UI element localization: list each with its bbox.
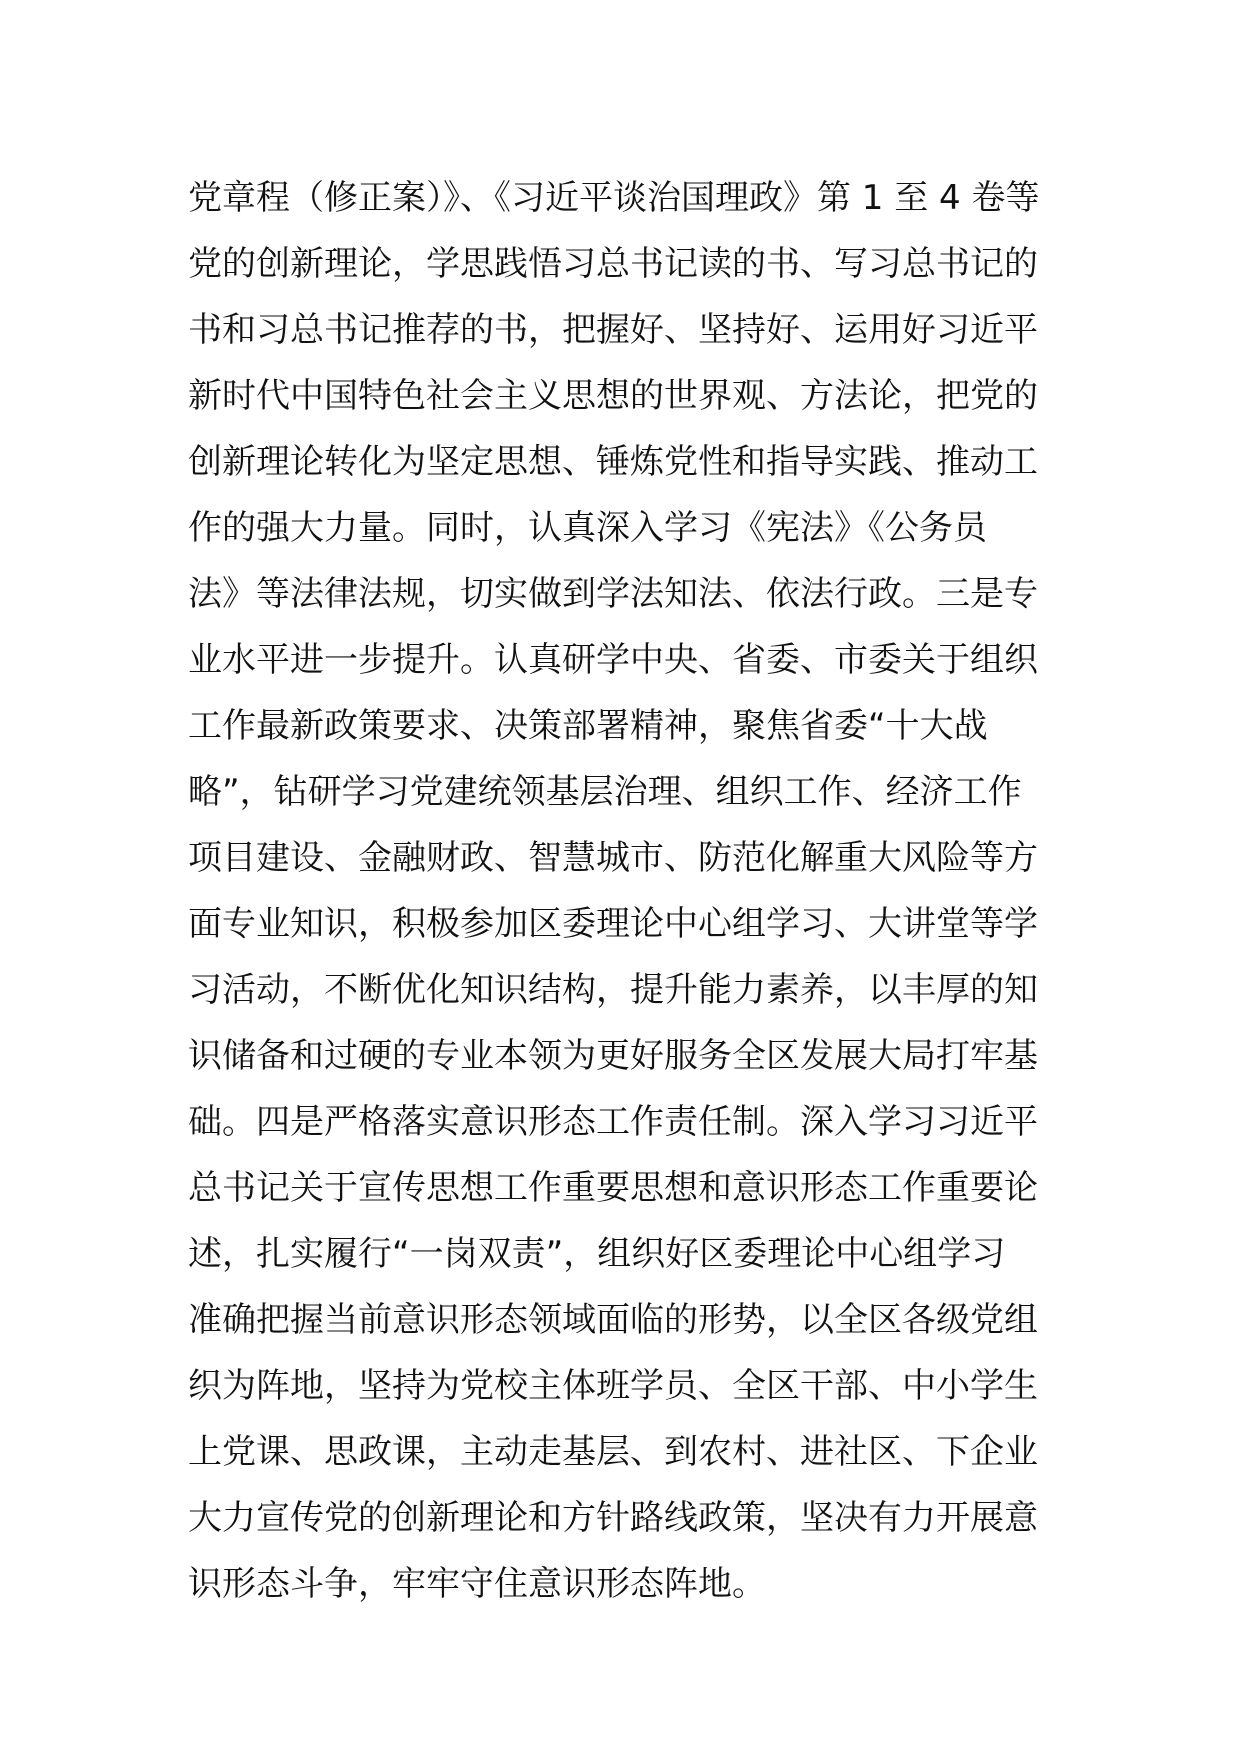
text-line: 上党课、思政课，主动走基层、到农村、进社区、下企业 bbox=[188, 1432, 1038, 1472]
text-line: 识形态斗争，牢牢守住意识形态阵地。 bbox=[188, 1564, 766, 1604]
text-line: 作的强大力量。同时，认真深入学习《宪法》《公务员 bbox=[188, 508, 987, 548]
body-paragraph bbox=[188, 165, 1068, 1617]
text-line: 法》等法律法规，切实做到学法知法、依法行政。三是专 bbox=[188, 574, 1038, 614]
text-line: 工作最新政策要求、决策部署精神，聚焦省委“十大战 bbox=[188, 706, 988, 746]
text-line: 大力宣传党的创新理论和方针路线政策，坚决有力开展意 bbox=[188, 1498, 1038, 1538]
text-line: 创新理论转化为坚定思想、锤炼党性和指导实践、推动工 bbox=[188, 442, 1038, 482]
text-line: 准确把握当前意识形态领域面临的形势，以全区各级党组 bbox=[188, 1300, 1038, 1340]
text-line: 织为阵地，坚持为党校主体班学员、全区干部、中小学生 bbox=[188, 1366, 1038, 1406]
text-line: 识储备和过硬的专业本领为更好服务全区发展大局打牢基 bbox=[188, 1036, 1038, 1076]
text-line: 新时代中国特色社会主义思想的世界观、方法论，把党的 bbox=[188, 376, 1038, 416]
text-line: 项目建设、金融财政、智慧城市、防范化解重大风险等方 bbox=[188, 838, 1038, 878]
text-line: 党章程（修正案）》、《习近平谈治国理政》第 1 至 4 卷等 bbox=[188, 178, 1040, 218]
text-line: 面专业知识，积极参加区委理论中心组学习、大讲堂等学 bbox=[188, 904, 1038, 944]
text-line: 党的创新理论，学思践悟习总书记读的书、写习总书记的 bbox=[188, 244, 1038, 284]
text-line: 业水平进一步提升。认真研学中央、省委、市委关于组织 bbox=[188, 640, 1038, 680]
text-line: 述，扎实履行“一岗双责”，组织好区委理论中心组学习 bbox=[188, 1234, 1006, 1274]
text-line: 略”，钻研学习党建统领基层治理、组织工作、经济工作 bbox=[188, 772, 1022, 812]
text-line: 书和习总书记推荐的书，把握好、坚持好、运用好习近平 bbox=[188, 310, 1038, 350]
text-line: 总书记关于宣传思想工作重要思想和意识形态工作重要论 bbox=[188, 1168, 1038, 1208]
text-line: 础。四是严格落实意识形态工作责任制。深入学习习近平 bbox=[188, 1102, 1038, 1142]
text-line: 习活动，不断优化知识结构，提升能力素养，以丰厚的知 bbox=[188, 970, 1038, 1010]
